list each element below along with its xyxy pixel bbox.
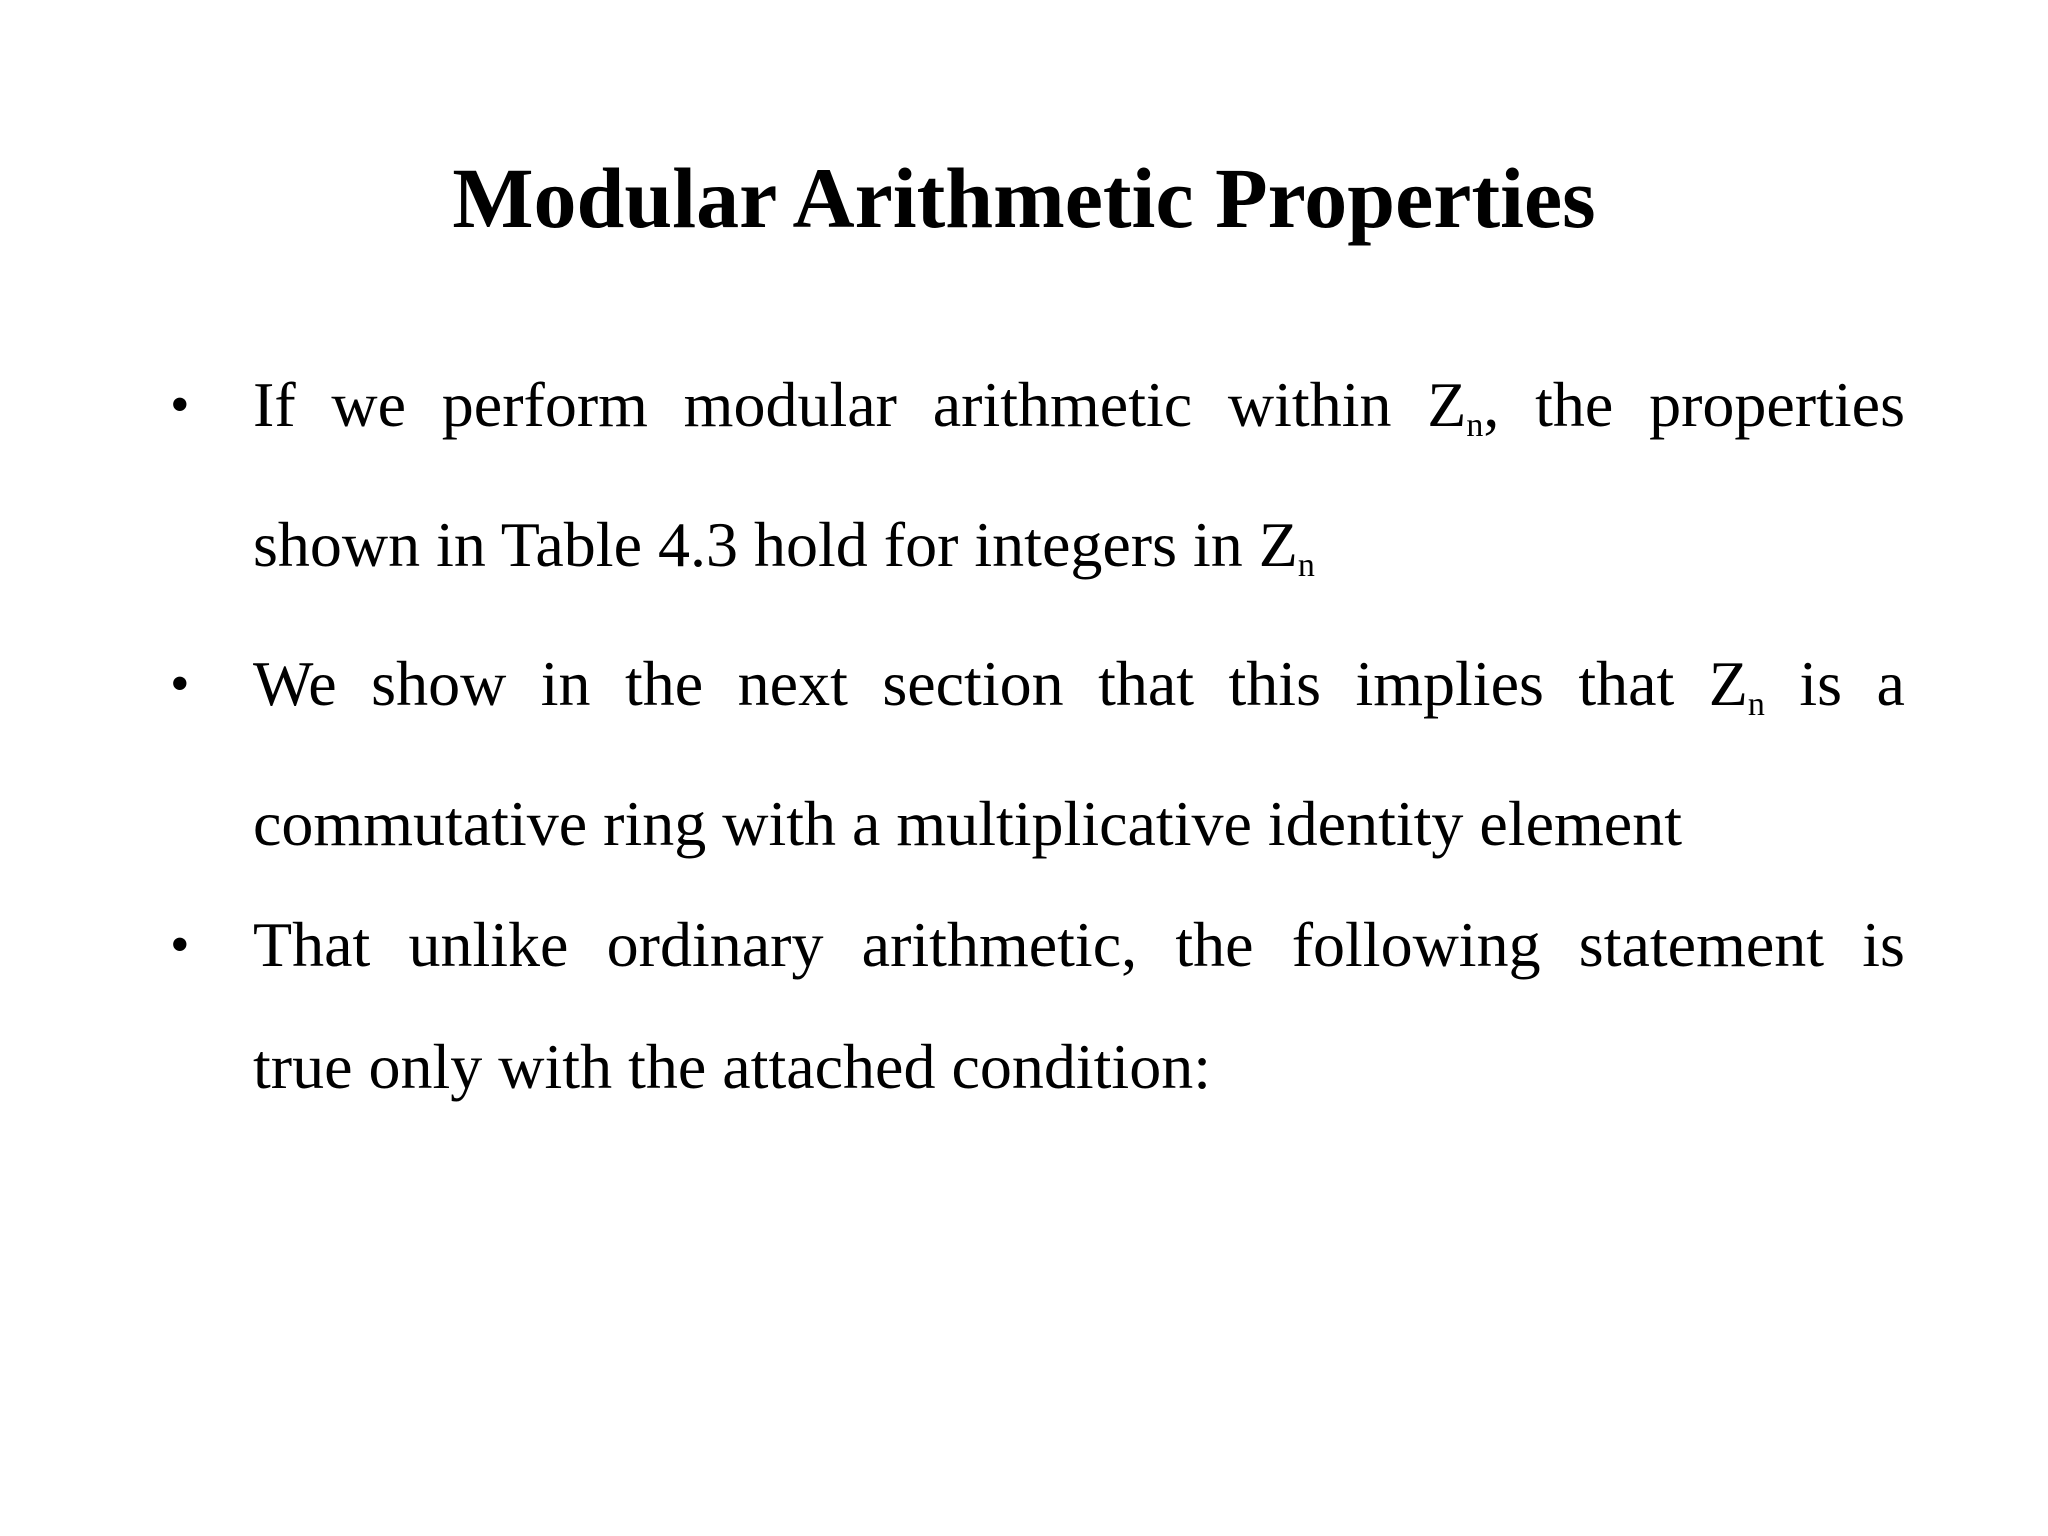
word: that xyxy=(1098,648,1195,719)
z-symbol: Z xyxy=(1708,648,1748,719)
word: the xyxy=(1175,909,1254,980)
word: show xyxy=(371,648,507,719)
bullet-line: commutative ring with a multiplicative identity element xyxy=(253,788,1682,859)
word: this xyxy=(1228,648,1321,719)
word: a xyxy=(1876,648,1905,719)
word: is xyxy=(1862,909,1905,980)
bullet-line: true only with the attached condition: xyxy=(253,1031,1211,1102)
word: is xyxy=(1799,648,1843,719)
word: unlike xyxy=(408,909,569,980)
bullet-line xyxy=(253,875,1905,1015)
line-text: shown in Table 4.3 hold for integers in xyxy=(253,509,1259,580)
word: arithmetic, xyxy=(861,909,1138,980)
bullet-dot: • xyxy=(170,914,190,976)
word: That xyxy=(253,909,371,980)
bullet-item xyxy=(170,875,1905,1137)
bullet-text xyxy=(253,875,1905,1137)
word: perform xyxy=(441,369,648,440)
bullet-item xyxy=(170,335,1905,615)
subscript: n xyxy=(1466,407,1484,444)
bullet-item xyxy=(170,614,1905,894)
word: the xyxy=(1535,369,1614,440)
word: modular xyxy=(683,369,897,440)
word: we xyxy=(331,369,407,440)
bullet-text xyxy=(253,614,1905,894)
word: properties xyxy=(1649,369,1905,440)
word: that xyxy=(1578,648,1675,719)
z-symbol: Z xyxy=(1427,369,1467,440)
bullet-line xyxy=(253,614,1905,754)
word: within xyxy=(1227,369,1392,440)
word: next xyxy=(737,648,848,719)
word: implies xyxy=(1355,648,1544,719)
slide-title: Modular Arithmetic Properties xyxy=(452,150,1596,246)
word: the xyxy=(625,648,704,719)
subscript: n xyxy=(1747,686,1765,723)
word: section xyxy=(882,648,1064,719)
comma: , xyxy=(1483,369,1500,440)
bullet-dot: • xyxy=(170,374,190,436)
bullet-text xyxy=(253,335,1905,615)
subscript: n xyxy=(1297,547,1315,584)
math-symbol xyxy=(1427,335,1499,475)
bullet-dot: • xyxy=(170,653,190,715)
word: We xyxy=(253,648,337,719)
word: following xyxy=(1291,909,1541,980)
bullet-line xyxy=(253,475,1905,615)
word: statement xyxy=(1578,909,1825,980)
z-symbol: Z xyxy=(1258,509,1298,580)
word: in xyxy=(540,648,591,719)
word: If xyxy=(253,369,296,440)
bullet-line xyxy=(253,335,1905,475)
math-symbol xyxy=(1709,614,1765,754)
word: arithmetic xyxy=(932,369,1193,440)
word: ordinary xyxy=(606,909,824,980)
